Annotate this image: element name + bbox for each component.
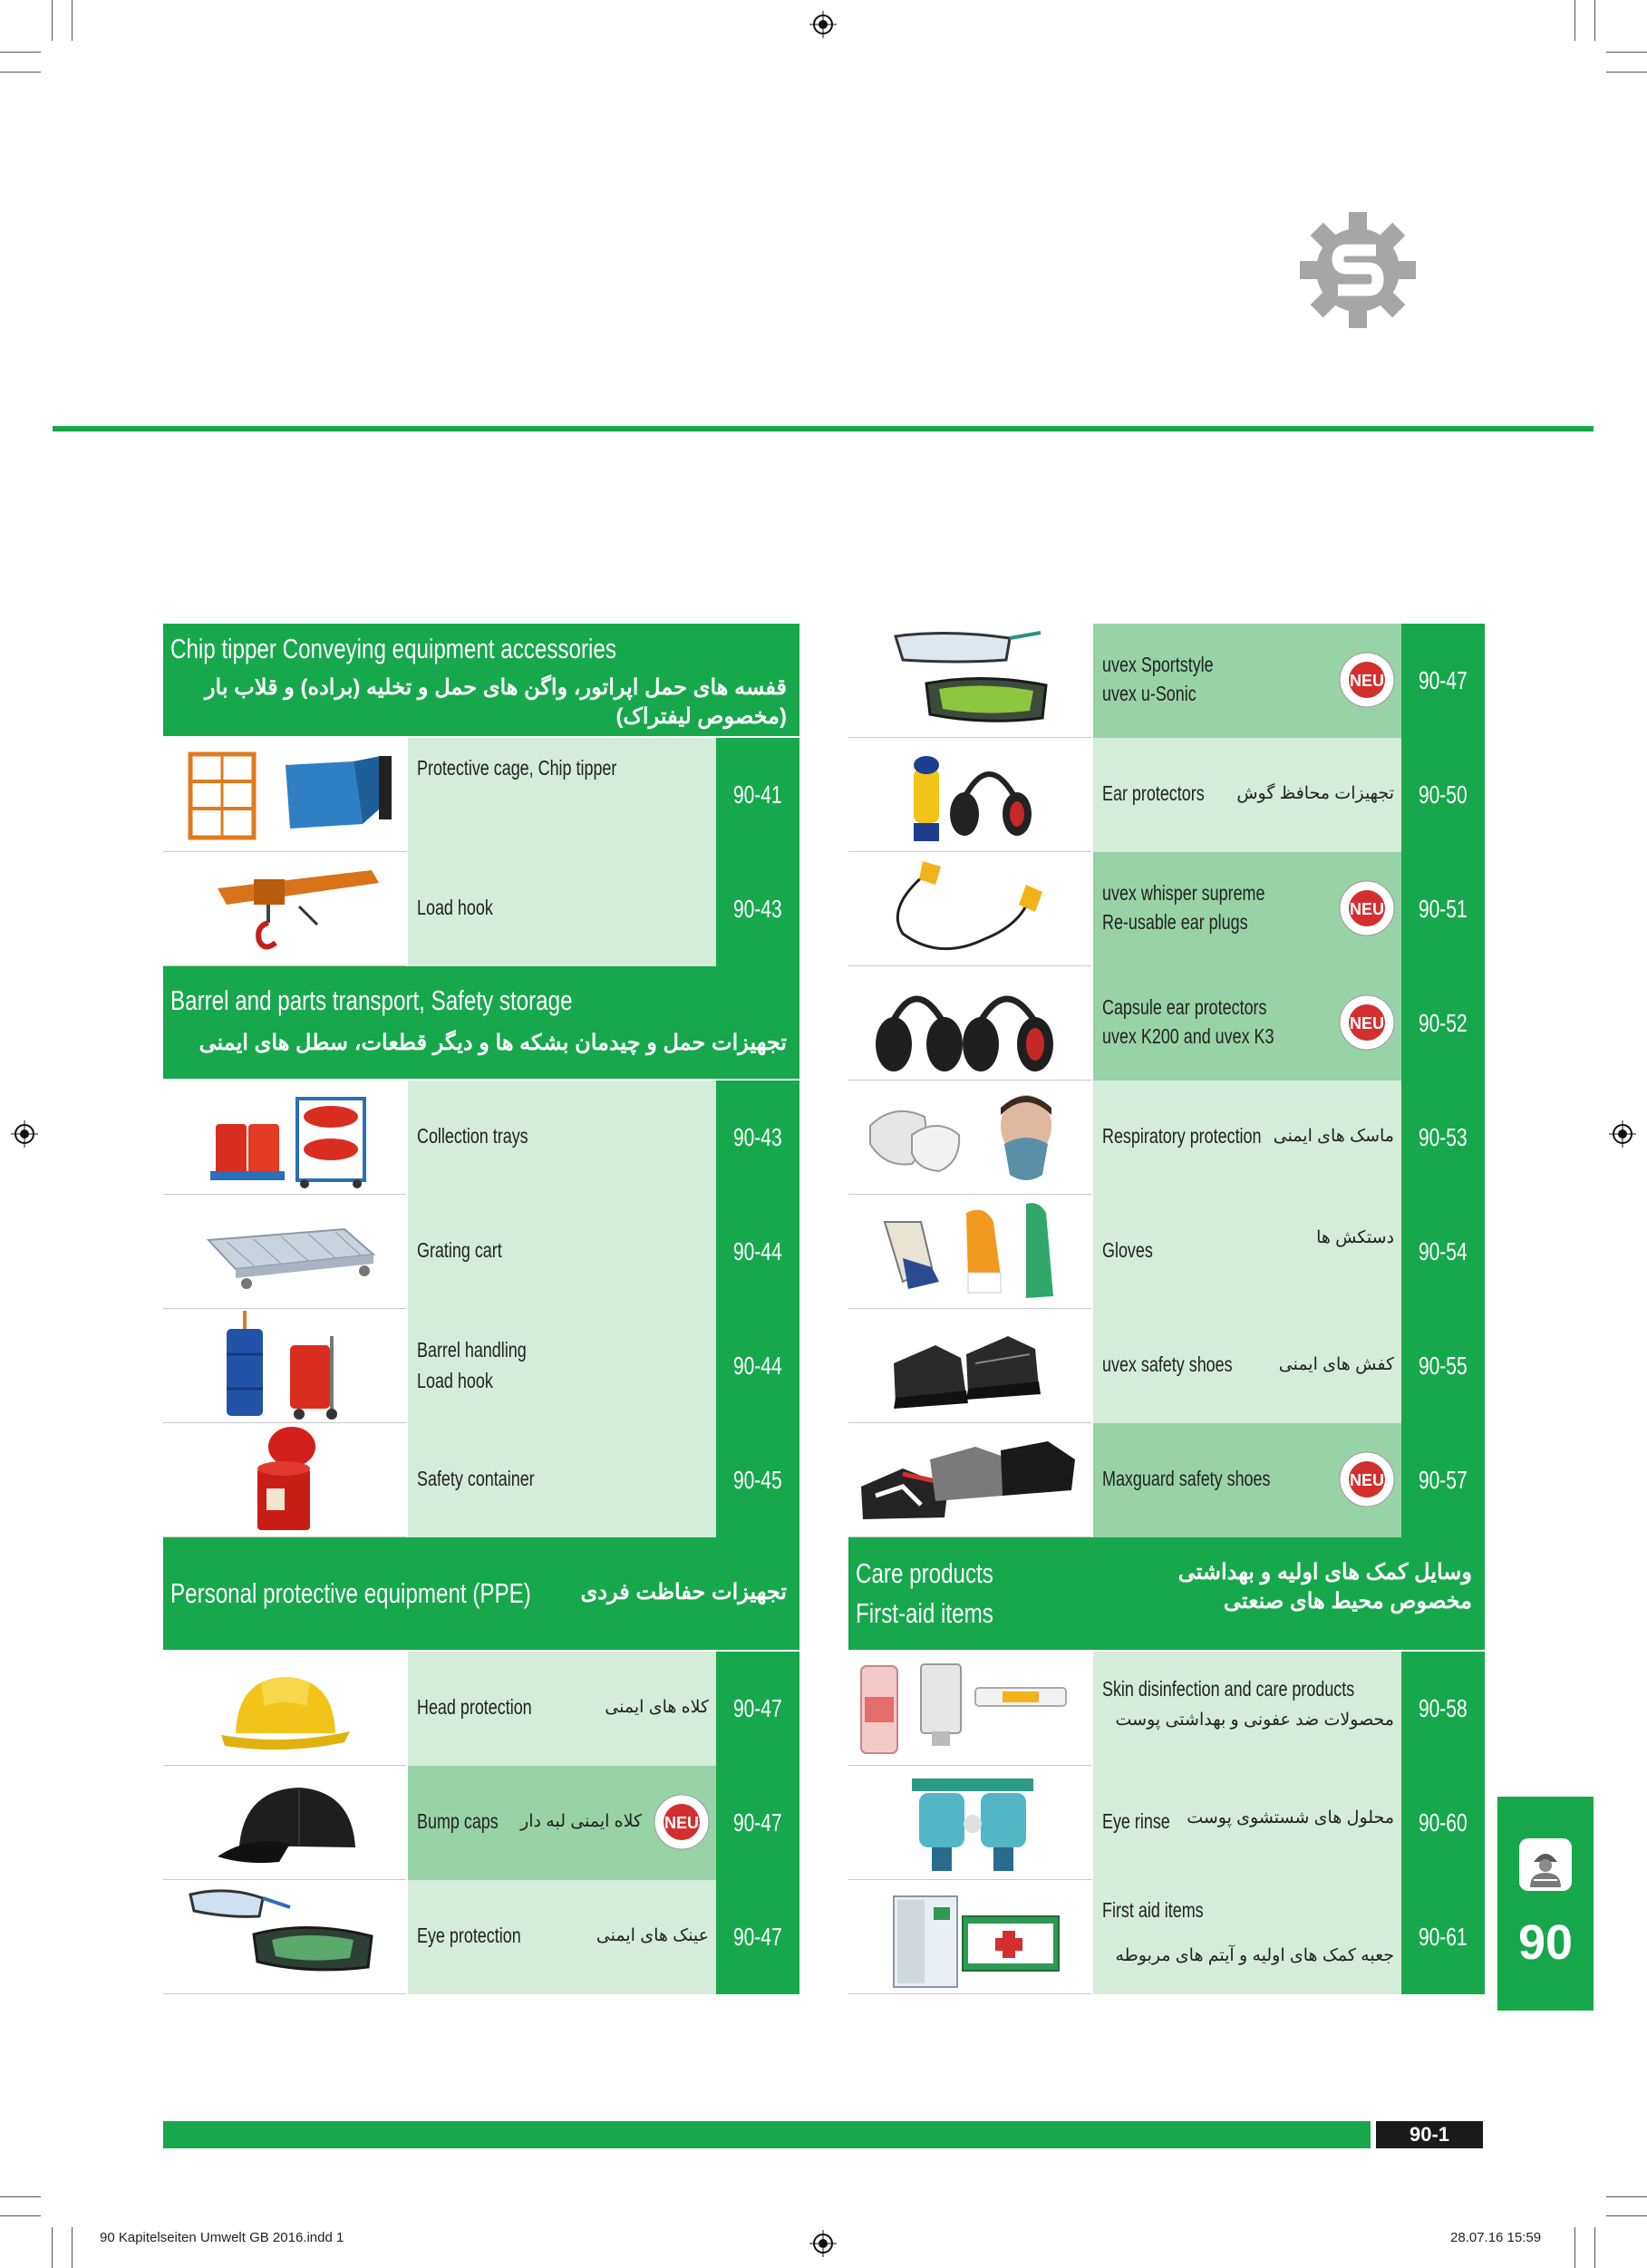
item-label: Capsule ear protectors bbox=[1102, 995, 1267, 1019]
section-title: Barrel and parts transport, Safety storage bbox=[170, 984, 573, 1016]
svg-text:NEU: NEU bbox=[1349, 672, 1385, 690]
first-aid-icon bbox=[848, 1880, 1091, 1994]
ear-plugs-icon bbox=[848, 852, 1091, 966]
section-title-fa: وسایل کمک های اولیه و بهداشتی bbox=[1177, 1560, 1472, 1585]
item-label: Eye rinse bbox=[1102, 1809, 1170, 1833]
new-badge-icon bbox=[1338, 1450, 1396, 1508]
page-ref[interactable] bbox=[1401, 624, 1485, 738]
row-text bbox=[408, 1081, 716, 1195]
crop-mark bbox=[0, 2196, 41, 2197]
page-ref[interactable] bbox=[716, 1081, 799, 1195]
page-ref[interactable] bbox=[716, 1766, 799, 1880]
page-label: 90-1 bbox=[1376, 2121, 1483, 2148]
row-text bbox=[408, 1880, 716, 1994]
item-label: Eye protection bbox=[417, 1924, 521, 1947]
catalog-row[interactable] bbox=[163, 1652, 799, 1766]
item-label-2: Re-usable ear plugs bbox=[1102, 910, 1248, 934]
crop-mark bbox=[52, 0, 53, 41]
item-label-fa: محلول های شستشوی پوست bbox=[1187, 1808, 1394, 1827]
item-label: uvex whisper supreme bbox=[1102, 881, 1265, 905]
page-ref[interactable] bbox=[1401, 1309, 1485, 1423]
page-number: 90-45 bbox=[733, 1466, 782, 1494]
catalog-row[interactable] bbox=[848, 852, 1485, 966]
section-header bbox=[163, 966, 799, 1081]
row-text bbox=[1093, 1309, 1401, 1423]
page-ref[interactable] bbox=[1401, 738, 1485, 852]
section-title-fa: تجهیزات حمل و چیدمان بشکه ها و دیگر قطعات، سطل های ایمنی bbox=[199, 1031, 787, 1055]
page-ref[interactable] bbox=[716, 1309, 799, 1423]
catalog-row[interactable] bbox=[163, 738, 799, 852]
product-image bbox=[163, 1423, 406, 1537]
row-text bbox=[1093, 738, 1401, 852]
item-label-fa: کلاه های ایمنی bbox=[605, 1698, 709, 1717]
page-ref[interactable] bbox=[1401, 1766, 1485, 1880]
section-header bbox=[848, 1537, 1485, 1652]
section-header bbox=[163, 624, 799, 738]
section-title: Chip tipper Conveying equipment accessories bbox=[170, 633, 616, 664]
product-image bbox=[848, 966, 1091, 1081]
item-label-fa: عینک های ایمنی bbox=[596, 1926, 709, 1945]
crop-mark bbox=[1574, 0, 1575, 41]
cage-tipper-icon bbox=[163, 738, 406, 852]
section-title: First-aid items bbox=[856, 1597, 993, 1629]
page-number: 90-47 bbox=[733, 1694, 782, 1722]
goggles-icon bbox=[848, 624, 1091, 738]
item-label: Gloves bbox=[1102, 1238, 1153, 1262]
page-number: 90-47 bbox=[733, 1808, 782, 1837]
page-ref[interactable] bbox=[716, 1423, 799, 1537]
item-label: Maxguard safety shoes bbox=[1102, 1467, 1271, 1490]
crop-mark bbox=[1574, 2227, 1575, 2268]
row-text bbox=[408, 1195, 716, 1309]
item-label: Head protection bbox=[417, 1695, 532, 1719]
shoes-icon bbox=[848, 1309, 1091, 1423]
eye-rinse-icon bbox=[848, 1766, 1091, 1880]
registration-mark-icon bbox=[809, 11, 837, 38]
item-label-fa: دستکش ها bbox=[1316, 1228, 1394, 1247]
registration-mark-icon bbox=[11, 1120, 38, 1148]
footer-bar bbox=[163, 2121, 1371, 2148]
catalog-row[interactable] bbox=[848, 1309, 1485, 1423]
page-ref[interactable] bbox=[716, 1880, 799, 1994]
product-image bbox=[848, 1652, 1091, 1766]
catalog-row[interactable] bbox=[848, 1081, 1485, 1195]
row-text bbox=[408, 1652, 716, 1766]
page-ref[interactable] bbox=[716, 1195, 799, 1309]
crop-mark bbox=[72, 0, 73, 41]
row-text bbox=[1093, 1081, 1401, 1195]
page-number: 90-55 bbox=[1419, 1352, 1468, 1380]
product-image bbox=[163, 1195, 406, 1309]
respirator-icon bbox=[848, 1081, 1091, 1195]
page-number: 90-43 bbox=[733, 895, 782, 923]
page-number: 90-57 bbox=[1419, 1466, 1468, 1494]
row-text bbox=[408, 1423, 716, 1537]
registration-mark-icon bbox=[809, 2230, 837, 2257]
slug-right: 28.07.16 15:59 bbox=[1450, 2230, 1542, 2245]
item-label: Bump caps bbox=[417, 1809, 499, 1833]
catalog-row[interactable] bbox=[848, 624, 1485, 738]
product-image bbox=[163, 1081, 406, 1195]
catalog-row[interactable] bbox=[163, 1081, 799, 1195]
item-label: Safety container bbox=[417, 1467, 535, 1490]
crop-mark bbox=[72, 2227, 73, 2268]
catalog-row[interactable] bbox=[848, 966, 1485, 1081]
new-badge-icon bbox=[653, 1793, 711, 1851]
row-text bbox=[1093, 852, 1401, 966]
catalog-row[interactable] bbox=[163, 1309, 799, 1423]
item-label-fa: جعبه کمک های اولیه و آیتم های مربوطه bbox=[1115, 1946, 1394, 1965]
page-ref[interactable] bbox=[716, 852, 799, 966]
row-text bbox=[1093, 624, 1401, 738]
product-image bbox=[848, 738, 1091, 852]
new-badge-icon bbox=[1338, 879, 1396, 937]
section-title-fa: تجهیزات حفاظت فردی bbox=[580, 1580, 787, 1604]
svg-text:NEU: NEU bbox=[664, 1814, 700, 1832]
cart-icon bbox=[163, 1195, 406, 1309]
item-label: Protective cage, Chip tipper bbox=[417, 756, 617, 780]
section-title: Personal protective equipment (PPE) bbox=[170, 1577, 531, 1609]
helmet-icon bbox=[163, 1652, 406, 1766]
page-number: 90-53 bbox=[1419, 1123, 1468, 1151]
crop-mark bbox=[0, 72, 41, 73]
skin-care-icon bbox=[848, 1652, 1091, 1766]
gloves-icon bbox=[848, 1195, 1091, 1309]
top-divider bbox=[53, 426, 1594, 431]
page-number: 90-47 bbox=[733, 1923, 782, 1951]
section-title-fa: مخصوص محیط های صنعتی bbox=[1223, 1589, 1472, 1614]
svg-text:NEU: NEU bbox=[1349, 1014, 1385, 1032]
item-label: Barrel handling bbox=[417, 1338, 527, 1362]
item-label-fa: تجهیزات محافظ گوش bbox=[1236, 784, 1394, 803]
catalog-row[interactable] bbox=[163, 1423, 799, 1537]
item-label-fa: کلاه ایمنی لبه دار bbox=[520, 1812, 642, 1831]
crop-mark bbox=[1606, 52, 1647, 53]
page-ref[interactable] bbox=[1401, 1195, 1485, 1309]
item-label: First aid items bbox=[1102, 1898, 1204, 1922]
page-ref[interactable] bbox=[1401, 966, 1485, 1081]
catalog-row[interactable] bbox=[848, 1880, 1485, 1994]
row-text bbox=[1093, 966, 1401, 1081]
item-label-fa: محصولات ضد عفونی و بهداشتی پوست bbox=[1115, 1711, 1394, 1730]
page-number: 90-43 bbox=[733, 1123, 782, 1151]
item-label: Load hook bbox=[417, 896, 493, 919]
svg-text:NEU: NEU bbox=[1349, 900, 1385, 918]
catalog-row[interactable] bbox=[163, 1195, 799, 1309]
registration-mark-icon bbox=[1609, 1120, 1636, 1148]
item-label: Respiratory protection bbox=[1102, 1124, 1262, 1148]
bump-cap-icon bbox=[163, 1766, 406, 1880]
item-label: Skin disinfection and care products bbox=[1102, 1677, 1355, 1701]
product-image bbox=[848, 1423, 1091, 1537]
row-text bbox=[1093, 1880, 1401, 1994]
catalog-row[interactable] bbox=[163, 1880, 799, 1994]
crop-mark bbox=[1606, 2196, 1647, 2197]
item-label: Grating cart bbox=[417, 1238, 502, 1262]
gear-logo-icon bbox=[1298, 210, 1418, 330]
product-image bbox=[163, 1880, 406, 1994]
product-image bbox=[163, 738, 406, 852]
page-number: 90-47 bbox=[1419, 666, 1468, 694]
item-label: uvex safety shoes bbox=[1102, 1352, 1233, 1376]
section-header bbox=[163, 1537, 799, 1652]
glasses-icon bbox=[163, 1880, 406, 1994]
catalog-row[interactable] bbox=[848, 1423, 1485, 1537]
product-image bbox=[848, 1766, 1091, 1880]
crop-mark bbox=[1594, 2227, 1595, 2268]
item-label-fa: کفش های ایمنی bbox=[1278, 1355, 1394, 1374]
page-ref[interactable] bbox=[1401, 1423, 1485, 1537]
row-text bbox=[1093, 1423, 1401, 1537]
sneakers-icon bbox=[848, 1423, 1091, 1537]
page-number: 90-44 bbox=[733, 1237, 782, 1265]
section-title-fa: (مخصوص لیفتراک) bbox=[615, 704, 787, 729]
chapter-number: 90 bbox=[1517, 1915, 1574, 1970]
item-label: Collection trays bbox=[417, 1124, 528, 1148]
page-number: 90-52 bbox=[1419, 1009, 1468, 1037]
catalog-row[interactable] bbox=[848, 1652, 1485, 1766]
row-text bbox=[408, 1309, 716, 1423]
worker-icon bbox=[1517, 1837, 1574, 1893]
product-image bbox=[848, 1081, 1091, 1195]
crop-mark bbox=[1606, 2215, 1647, 2216]
page-ref[interactable] bbox=[716, 1652, 799, 1766]
section-title-fa: قفسه های حمل اپراتور، واگن های حمل و تخلیه (براده) و قلاب بار bbox=[204, 675, 787, 700]
right-column bbox=[848, 624, 1485, 1994]
catalog-row[interactable] bbox=[163, 1766, 799, 1880]
page-number: 90-60 bbox=[1419, 1808, 1468, 1837]
row-text bbox=[1093, 1766, 1401, 1880]
crop-mark bbox=[1594, 0, 1595, 41]
barrels-icon bbox=[163, 1081, 406, 1195]
page-ref[interactable] bbox=[1401, 1880, 1485, 1994]
product-image bbox=[163, 1652, 406, 1766]
earmuffs-icon bbox=[848, 966, 1091, 1081]
page-number: 90-61 bbox=[1419, 1923, 1468, 1951]
row-text bbox=[1093, 1195, 1401, 1309]
new-badge-icon bbox=[1338, 993, 1396, 1052]
product-image bbox=[848, 1195, 1091, 1309]
safety-can-icon bbox=[163, 1423, 406, 1537]
page-number: 90-50 bbox=[1419, 780, 1468, 809]
item-label-2: uvex u-Sonic bbox=[1102, 682, 1196, 705]
catalog-row[interactable] bbox=[848, 1195, 1485, 1309]
page-number: 90-58 bbox=[1419, 1694, 1468, 1722]
row-text bbox=[408, 1766, 716, 1880]
crop-mark bbox=[0, 52, 41, 53]
item-label: Ear protectors bbox=[1102, 781, 1205, 805]
page-ref[interactable] bbox=[1401, 1652, 1485, 1766]
svg-text:NEU: NEU bbox=[1349, 1471, 1385, 1489]
product-image bbox=[163, 1766, 406, 1880]
item-label: uvex Sportstyle bbox=[1102, 653, 1214, 676]
ear-protectors-icon bbox=[848, 738, 1091, 852]
page-ref[interactable] bbox=[716, 738, 799, 852]
item-label-fa: ماسک های ایمنی bbox=[1273, 1127, 1394, 1146]
catalog-row[interactable] bbox=[163, 852, 799, 966]
page-number: 90-51 bbox=[1419, 895, 1468, 923]
product-image bbox=[848, 1309, 1091, 1423]
product-image bbox=[848, 624, 1091, 738]
page-number: 90-54 bbox=[1419, 1237, 1468, 1265]
barrel-handling-icon bbox=[163, 1309, 406, 1423]
row-text bbox=[1093, 1652, 1401, 1766]
row-text bbox=[408, 852, 716, 966]
page-number: 90-41 bbox=[733, 780, 782, 809]
page-number: 90-44 bbox=[733, 1352, 782, 1380]
crop-mark bbox=[0, 2215, 41, 2216]
product-image bbox=[848, 852, 1091, 966]
item-label-2: Load hook bbox=[417, 1369, 493, 1392]
page-ref[interactable] bbox=[1401, 1081, 1485, 1195]
crop-mark bbox=[52, 2227, 53, 2268]
product-image bbox=[163, 852, 406, 966]
slug-left: 90 Kapitelseiten Umwelt GB 2016.indd 1 bbox=[100, 2230, 344, 2245]
crop-mark bbox=[1606, 72, 1647, 73]
load-hook-icon bbox=[163, 852, 406, 966]
catalog-row[interactable] bbox=[848, 1766, 1485, 1880]
catalog-row[interactable] bbox=[848, 738, 1485, 852]
row-text bbox=[408, 738, 716, 852]
item-label-2: uvex K200 and uvex K3 bbox=[1102, 1024, 1274, 1048]
chapter-tab[interactable] bbox=[1497, 1797, 1594, 2011]
page-ref[interactable] bbox=[1401, 852, 1485, 966]
new-badge-icon bbox=[1338, 651, 1396, 709]
left-column bbox=[163, 624, 799, 1994]
product-image bbox=[163, 1309, 406, 1423]
product-image bbox=[848, 1880, 1091, 1994]
section-title: Care products bbox=[856, 1557, 993, 1589]
